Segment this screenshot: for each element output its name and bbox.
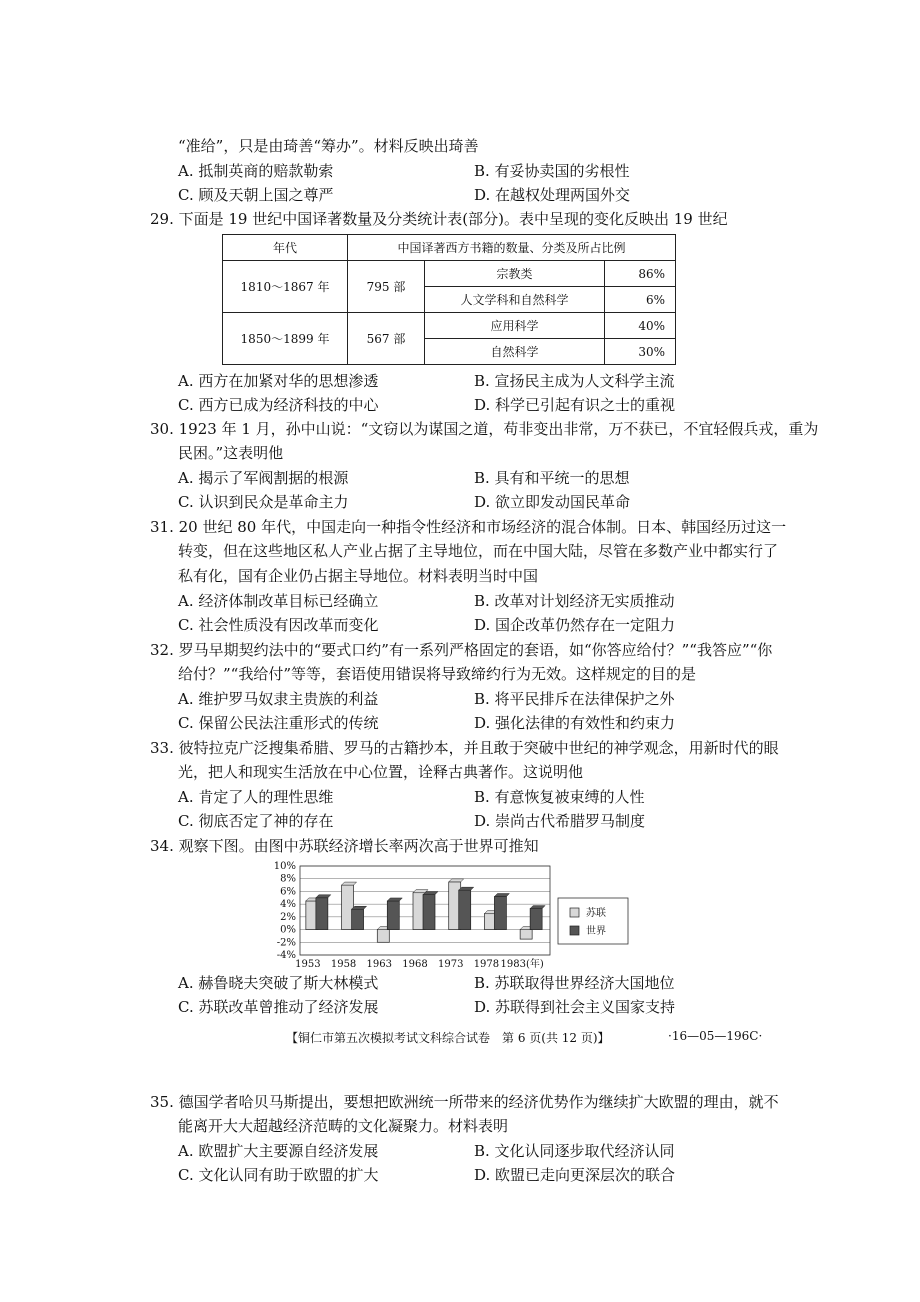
q33-option-d[interactable]: D. 崇尚古代希腊罗马制度 — [474, 812, 646, 830]
q33-option-c[interactable]: C. 彻底否定了神的存在 — [178, 812, 334, 830]
q31-stem-line2: 转变，但在这些地区私人产业占据了主导地位，而在中国大陆，尽管在多数产业中都实行了 — [178, 542, 779, 560]
q32-stem-line1: 32. 罗马早期契约法中的“要式口约”有一系列严格固定的套语，如“你答应给付？”“我答应”“你 — [150, 641, 773, 659]
table-period: 1850～1899 年 — [223, 313, 348, 365]
q34-option-c[interactable]: C. 苏联改革曾推动了经济发展 — [178, 998, 379, 1016]
bar-top-face — [530, 906, 545, 909]
q35-option-a[interactable]: A. 欧盟扩大主要源自经济发展 — [178, 1142, 379, 1160]
table-percent: 6% — [605, 287, 676, 313]
table-head-main: 中国译著西方书籍的数量、分类及所占比例 — [348, 235, 676, 261]
bar-世界-1978 — [494, 897, 506, 930]
y-tick-label: -2% — [276, 937, 296, 949]
x-tick-label: 1973 — [437, 959, 464, 970]
table-percent: 86% — [605, 261, 676, 287]
q34-stem: 34. 观察下图。由图中苏联经济增长率两次高于世界可推知 — [150, 837, 539, 855]
q29-option-a[interactable]: A. 西方在加紧对华的思想渗透 — [178, 372, 379, 390]
q33-stem-line1: 33. 彼特拉克广泛搜集希腊、罗马的古籍抄本，并且敢于突破中世纪的神学观念，用新时代的眼 — [150, 739, 779, 757]
q34-option-b[interactable]: B. 苏联取得世界经济大国地位 — [474, 974, 675, 992]
bar-世界-1983 — [530, 909, 542, 930]
q31-stem-line3: 私有化，国有企业仍占据主导地位。材料表明当时中国 — [178, 567, 539, 585]
q35-option-c[interactable]: C. 文化认同有助于欧盟的扩大 — [178, 1166, 379, 1184]
x-tick-label: 1953 — [295, 959, 321, 970]
q30-option-c[interactable]: C. 认识到民众是革命主力 — [178, 493, 349, 511]
q32-option-c[interactable]: C. 保留公民法注重形式的传统 — [178, 714, 379, 732]
q30-option-a[interactable]: A. 揭示了军阀割据的根源 — [178, 469, 349, 487]
legend-label: 苏联 — [586, 908, 606, 919]
bar-top-face — [423, 892, 438, 895]
y-tick-label: 10% — [273, 861, 296, 872]
y-tick-label: -4% — [276, 950, 296, 961]
q34-option-d[interactable]: D. 苏联得到社会主义国家支持 — [474, 998, 676, 1016]
q29-table — [222, 234, 676, 365]
bar-top-face — [449, 879, 464, 882]
q28-option-b[interactable]: B. 有妥协卖国的劣根性 — [474, 162, 630, 180]
q34-option-a[interactable]: A. 赫鲁晓夫突破了斯大林模式 — [178, 974, 379, 992]
q28-option-a[interactable]: A. 抵制英商的赔款勒索 — [178, 162, 334, 180]
bar-top-face — [459, 887, 474, 890]
x-tick-label: 1968 — [402, 959, 428, 970]
legend-label: 世界 — [586, 926, 606, 937]
q35-option-d[interactable]: D. 欧盟已走向更深层次的联合 — [474, 1166, 676, 1184]
q29-option-c[interactable]: C. 西方已成为经济科技的中心 — [178, 396, 379, 414]
x-tick-label: 1983(年) — [500, 959, 544, 970]
bar-top-face — [387, 898, 402, 901]
bar-世界-1973 — [459, 890, 471, 929]
bar-世界-1958 — [352, 909, 364, 929]
q33-stem-line2: 光，把人和现实生活放在中心位置，诠释古典著作。这说明他 — [178, 763, 584, 781]
q31-stem-line1: 31. 20 世纪 80 年代，中国走向一种指令性经济和市场经济的混合体制。日本、韩国经历过这一 — [150, 518, 787, 536]
table-count: 795 部 — [348, 261, 425, 313]
legend-box — [558, 898, 628, 944]
q32-stem-line2: 给付？”“我给付”等等，套语使用错误将导致缔约行为无效。这样规定的目的是 — [178, 665, 697, 683]
q29-stem: 29. 下面是 19 世纪中国译著数量及分类统计表(部分)。表中呈现的变化反映出 19 世纪 — [150, 210, 728, 228]
bar-top-face — [352, 906, 367, 909]
bar-世界-1953 — [316, 898, 328, 930]
page-footer: 【铜仁市第五次模拟考试文科综合试卷 第 6 页(共 12 页)】 — [286, 1031, 610, 1045]
q32-option-a[interactable]: A. 维护罗马奴隶主贵族的利益 — [178, 690, 379, 708]
q33-option-a[interactable]: A. 肯定了人的理性思维 — [178, 788, 334, 806]
y-tick-label: 0% — [280, 924, 296, 936]
growth-chart — [260, 860, 660, 972]
bar-世界-1963 — [387, 901, 399, 930]
q29-option-b[interactable]: B. 宣扬民主成为人文科学主流 — [474, 372, 675, 390]
q31-option-a[interactable]: A. 经济体制改革目标已经确立 — [178, 592, 379, 610]
legend-swatch — [570, 926, 579, 935]
y-tick-label: 2% — [280, 911, 296, 923]
page-code: ·16—05—196C· — [668, 1029, 763, 1043]
table-period: 1810～1867 年 — [223, 261, 348, 313]
bar-苏联-1963 — [377, 930, 389, 943]
x-tick-label: 1963 — [366, 959, 393, 970]
y-tick-label: 6% — [280, 886, 296, 898]
q29-option-d[interactable]: D. 科学已引起有识之士的重视 — [474, 396, 676, 414]
q31-option-c[interactable]: C. 社会性质没有因改革而变化 — [178, 616, 379, 634]
x-tick-label: 1958 — [330, 959, 357, 970]
table-category: 宗教类 — [425, 261, 605, 287]
q30-stem-line2: 民困。”这表明他 — [178, 444, 284, 462]
legend-swatch — [570, 908, 579, 917]
table-percent: 40% — [605, 313, 676, 339]
table-category: 人文学科和自然科学 — [460, 293, 569, 307]
q30-stem-line1: 30. 1923 年 1 月，孙中山说：“文窃以为谋国之道，苟非变出非常，万不获已，不宜轻假兵戎，重为 — [150, 420, 819, 438]
q35-option-b[interactable]: B. 文化认同逐步取代经济认同 — [474, 1142, 675, 1160]
y-tick-label: 4% — [280, 899, 296, 911]
bar-苏联-1983 — [520, 930, 532, 940]
q32-option-b[interactable]: B. 将平民排斥在法律保护之外 — [474, 690, 675, 708]
q28-option-c[interactable]: C. 顾及天朝上国之尊严 — [178, 186, 334, 204]
q31-option-d[interactable]: D. 国企改革仍然存在一定阻力 — [474, 616, 676, 634]
q33-option-b[interactable]: B. 有意恢复被束缚的人性 — [474, 788, 645, 806]
q28-stem: “准给”，只是由琦善“筹办”。材料反映出琦善 — [178, 137, 479, 155]
q31-option-b[interactable]: B. 改革对计划经济无实质推动 — [474, 592, 675, 610]
q28-option-d[interactable]: D. 在越权处理两国外交 — [474, 186, 631, 204]
table-category: 应用科学 — [425, 313, 605, 339]
table-head-year: 年代 — [223, 235, 348, 261]
table-category: 自然科学 — [490, 345, 539, 359]
q35-stem-line2: 能离开大大超越经济范畴的文化凝聚力。材料表明 — [178, 1117, 509, 1135]
q32-option-d[interactable]: D. 强化法律的有效性和约束力 — [474, 714, 676, 732]
table-percent: 30% — [605, 339, 676, 365]
x-tick-label: 1978 — [473, 959, 500, 970]
q30-option-b[interactable]: B. 具有和平统一的思想 — [474, 469, 630, 487]
bar-top-face — [494, 894, 509, 897]
q35-stem-line1: 35. 德国学者哈贝马斯提出，要想把欧洲统一所带来的经济优势作为继续扩大欧盟的理由，就不 — [150, 1093, 779, 1111]
bar-top-face — [316, 895, 331, 898]
table-count: 567 部 — [348, 313, 425, 365]
bar-top-face — [342, 882, 357, 885]
bar-世界-1968 — [423, 895, 435, 930]
q30-option-d[interactable]: D. 欲立即发动国民革命 — [474, 493, 631, 511]
y-tick-label: 8% — [280, 873, 296, 885]
